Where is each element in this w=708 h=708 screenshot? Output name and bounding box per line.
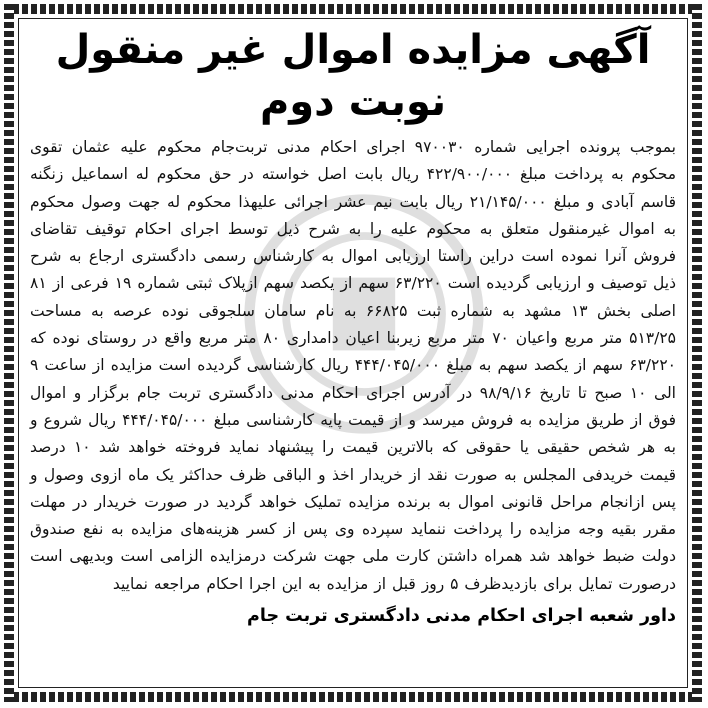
notice-frame [4, 4, 702, 702]
notice-body: بموجب پرونده اجرایی شماره ۹۷۰۰۳۰ اجرای احکام مدنی تربت‌جام محکوم علیه عثمان تقوی محکوم به پرداخت مبلغ ۴۲۲/۹۰۰/۰۰۰ ریال بابت اصل خواسته در حق محکوم له اسماعیل زنگنه قاسم آبادی و مبلغ ۲۱/۱۴۵/۰۰۰ ریال بابت نیم عشر اجرائی علیهذا محکوم له جهت وصول محکوم به اموال غیرمنقول متعلق به محکوم علیه را به شرح ذیل توسط اجرای احکام توقیف تقاضای فروش آنرا نموده است دراین راستا ارزیابی اموال به کارشناس رسمی دادگستری ارجاع به شرح ذیل توصیف و ارزیابی گردیده است ۶۳/۲۲۰ سهم از یکصد سهم ازپلاک ثبتی شماره ۱۹ فرعی از ۸۱ اصلی بخش ۱۳ مشهد به شماره ثبت ۶۶۸۲۵ به نام سامان سلجوقی نوده عرصه به مساحت ۵۱۳/۲۵ متر مربع واعیان ۷۰ متر مربع زیربنا اعیان دامداری ۸۰ متر مربع واقع در روستای نوده که ۶۳/۲۲۰ سهم از یکصد سهم به مبلغ ۴۴۴/۰۴۵/۰۰۰ ریال کارشناسی گردیده است مزایده از ساعت ۹ الی ۱۰ صبح تا تاریخ ۹۸/۹/۱۶ در آدرس اجرای احکام مدنی دادگستری تربت جام برگزار و اموال فوق از طریق مزایده به فروش میرسد و از قیمت پایه کارشناسی مبلغ ۴۴۴/۰۴۵/۰۰۰ ریال شروع و به هر شخص حقیقی یا حقوقی که بالاترین قیمت را پیشنهاد نماید فروخته خواهد شد ۱۰ درصد قیمت خریدفی المجلس به صورت نقد از خریدار اخذ و الباقی ظرف حداکثر یک ماه ازوی وصول و پس ازانجام مراحل قانونی اموال به برنده مزایده تملیک خواهد گردید در صورت خریدار در مهلت مقرر بقیه وجه مزایده را پرداخت ننماید سپرده وی پس از کسر هزینه‌های مزایده به نفع صندوق دولت ضبط خواهد شد همراه داشتن کارت ملی جهت شرکت درمزایده الزامی است وبدیهی است درصورت تمایل برای بازدیدظرف ۵ روز قبل از مزایده به این اجرا احکام مراجعه نمایید [30, 138, 677, 593]
dotted-border-top [4, 4, 702, 14]
dotted-border-bottom [4, 692, 702, 702]
dotted-border-right [692, 4, 702, 702]
dotted-border-left [4, 4, 14, 702]
notice-signature: داور شعبه اجرای احکام مدنی دادگستری تربت جام [247, 606, 676, 627]
notice-content [30, 24, 676, 684]
notice-title: آگهی مزایده اموال غیر منقول نوبت دوم [55, 27, 651, 125]
